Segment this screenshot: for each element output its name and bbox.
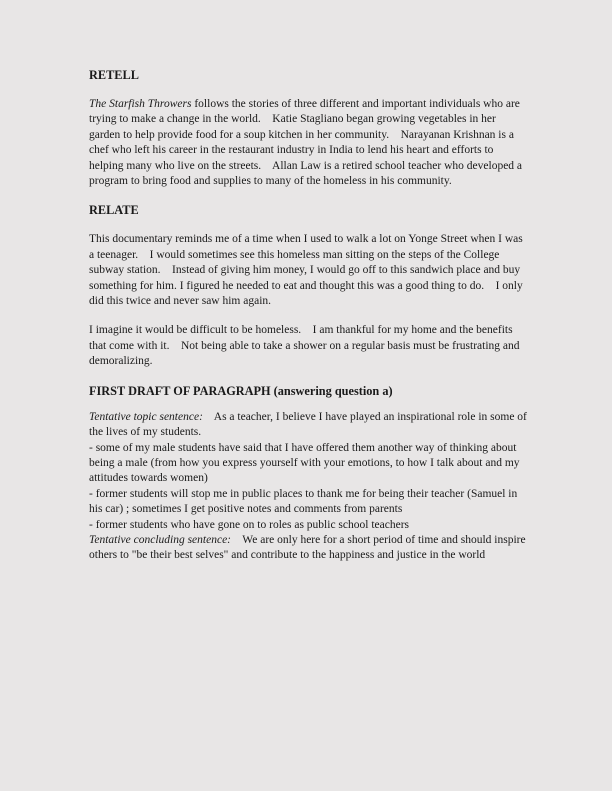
- relate-heading: RELATE: [89, 203, 139, 218]
- concluding-sentence-label: Tentative concluding sentence:: [89, 533, 232, 546]
- film-title: The Starfish Throwers: [89, 98, 192, 110]
- retell-paragraph: [89, 97, 529, 189]
- draft-heading: FIRST DRAFT OF PARAGRAPH (answering question a): [89, 383, 393, 398]
- topic-sentence-text: As a teacher, I believe I have played an inspirational role in some of the lives of my students.: [89, 410, 530, 439]
- topic-sentence-label: Tentative topic sentence:: [89, 410, 203, 423]
- relate-paragraph-1: This documentary reminds me of a time when I used to walk a lot on Yonge Street when I was a teenager. I would sometimes see this homeless man sitting on the steps of the College subway station. Instead of giving him money, I would go off to this sandwich place and buy something for him. I figured he needed to eat and thought this was a good thing to do. I only did this twice and never saw him again.: [89, 233, 526, 308]
- list-item: - former students will stop me in public places to thank me for being their teacher (Samuel in his car) ; sometimes I get positive notes and comments from parents: [89, 487, 518, 516]
- concluding-sentence: [89, 533, 529, 564]
- retell-text: follows the stories of three different and important individuals who are trying to make a change in the world. Katie Stagliano began growing vegetables in her garden to help provide food for a soup kitchen in her community. Narayanan Krishnan is a chef who left his career in the restaurant industry in India to lend his heart and efforts to helping many who live on the streets. Allan Law is a retired school teacher who developed a program to bring food and supplies to many of the homeless in his community.: [89, 98, 525, 188]
- document-page: [89, 68, 529, 564]
- topic-sentence: [89, 410, 529, 441]
- list-item: - some of my male students have said that I have offered them another way of thinking about being a male (from how you express yourself with your emotions, to how I talk about and my attitudes towards women): [89, 441, 520, 485]
- concluding-sentence-text: We are only here for a short period of time and should inspire others to "be their best selves" and contribute to the happiness and justice in the world: [89, 533, 529, 562]
- retell-heading: RETELL: [89, 68, 139, 82]
- relate-paragraph-2: I imagine it would be difficult to be homeless. I am thankful for my home and the benefits that come with it. Not being able to take a shower on a regular basis must be frustrating and demoralizing.: [89, 324, 523, 368]
- list-item: - former students who have gone on to roles as public school teachers: [89, 518, 409, 531]
